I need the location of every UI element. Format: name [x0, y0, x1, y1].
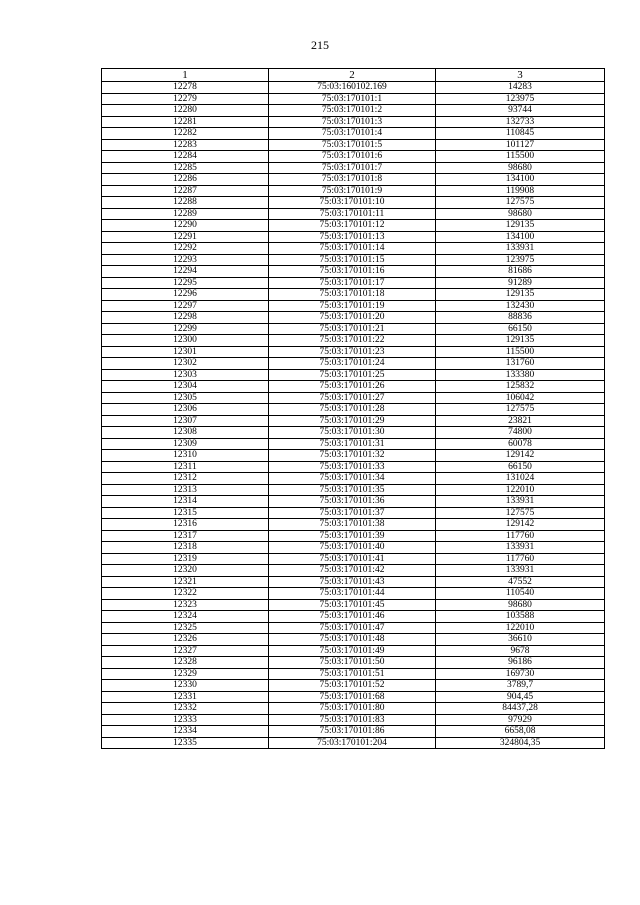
- table-row: [102, 151, 605, 163]
- value-cell: 81686: [436, 266, 605, 278]
- page-number: 215: [311, 38, 329, 52]
- table-row: [102, 128, 605, 140]
- table-row: [102, 105, 605, 117]
- row-number-cell: 12313: [102, 484, 269, 496]
- table-row: [102, 116, 605, 128]
- cadastral-number-cell: 75:03:170101:80: [269, 703, 436, 715]
- row-number-cell: 12295: [102, 277, 269, 289]
- column-header-1: 1: [102, 69, 269, 82]
- table-row: [102, 599, 605, 611]
- row-number-cell: 12290: [102, 220, 269, 232]
- value-cell: 127575: [436, 404, 605, 416]
- value-cell: 117760: [436, 530, 605, 542]
- table-row: [102, 369, 605, 381]
- cadastral-number-cell: 75:03:170101:11: [269, 208, 436, 220]
- table-row: [102, 415, 605, 427]
- value-cell: 129135: [436, 289, 605, 301]
- row-number-cell: 12293: [102, 254, 269, 266]
- value-cell: 36610: [436, 634, 605, 646]
- table-row: [102, 392, 605, 404]
- value-cell: 115500: [436, 346, 605, 358]
- row-number-cell: 12282: [102, 128, 269, 140]
- table-row: [102, 300, 605, 312]
- row-number-cell: 12298: [102, 312, 269, 324]
- cadastral-number-cell: 75:03:170101:22: [269, 335, 436, 347]
- cadastral-number-cell: 75:03:170101:36: [269, 496, 436, 508]
- table-row: [102, 450, 605, 462]
- value-cell: 129142: [436, 519, 605, 531]
- table-row: [102, 358, 605, 370]
- value-cell: 110540: [436, 588, 605, 600]
- table-row: [102, 427, 605, 439]
- table-row: [102, 484, 605, 496]
- cadastral-number-cell: 75:03:170101:32: [269, 450, 436, 462]
- cadastral-number-cell: 75:03:170101:46: [269, 611, 436, 623]
- value-cell: 98680: [436, 599, 605, 611]
- value-cell: 98680: [436, 162, 605, 174]
- value-cell: 324804,35: [436, 737, 605, 749]
- value-cell: 117760: [436, 553, 605, 565]
- data-table: [101, 68, 605, 749]
- row-number-cell: 12278: [102, 82, 269, 94]
- value-cell: 91289: [436, 277, 605, 289]
- row-number-cell: 12325: [102, 622, 269, 634]
- cadastral-number-cell: 75:03:170101:50: [269, 657, 436, 669]
- value-cell: 133380: [436, 369, 605, 381]
- row-number-cell: 12304: [102, 381, 269, 393]
- row-number-cell: 12297: [102, 300, 269, 312]
- cadastral-number-cell: 75:03:170101:9: [269, 185, 436, 197]
- table-row: [102, 576, 605, 588]
- row-number-cell: 12331: [102, 691, 269, 703]
- cadastral-number-cell: 75:03:170101:2: [269, 105, 436, 117]
- value-cell: 125832: [436, 381, 605, 393]
- row-number-cell: 12329: [102, 668, 269, 680]
- table-row: [102, 714, 605, 726]
- cadastral-number-cell: 75:03:170101:35: [269, 484, 436, 496]
- row-number-cell: 12317: [102, 530, 269, 542]
- row-number-cell: 12301: [102, 346, 269, 358]
- value-cell: 106042: [436, 392, 605, 404]
- cadastral-number-cell: 75:03:170101:14: [269, 243, 436, 255]
- row-number-cell: 12312: [102, 473, 269, 485]
- value-cell: 131760: [436, 358, 605, 370]
- table-row: [102, 553, 605, 565]
- value-cell: 119908: [436, 185, 605, 197]
- cadastral-number-cell: 75:03:170101:13: [269, 231, 436, 243]
- table-row: [102, 461, 605, 473]
- value-cell: 127575: [436, 197, 605, 209]
- value-cell: 133931: [436, 542, 605, 554]
- row-number-cell: 12334: [102, 726, 269, 738]
- table-row: [102, 289, 605, 301]
- table-row: [102, 737, 605, 749]
- table-row: [102, 680, 605, 692]
- table-row: [102, 323, 605, 335]
- cadastral-number-cell: 75:03:170101:25: [269, 369, 436, 381]
- table-body: [102, 82, 605, 749]
- value-cell: 133931: [436, 565, 605, 577]
- table-row: [102, 703, 605, 715]
- table-row: [102, 691, 605, 703]
- row-number-cell: 12308: [102, 427, 269, 439]
- cadastral-number-cell: 75:03:170101:3: [269, 116, 436, 128]
- value-cell: 115500: [436, 151, 605, 163]
- table-row: [102, 162, 605, 174]
- cadastral-number-cell: 75:03:170101:15: [269, 254, 436, 266]
- row-number-cell: 12311: [102, 461, 269, 473]
- table-row: [102, 507, 605, 519]
- table-row: [102, 335, 605, 347]
- cadastral-number-cell: 75:03:170101:16: [269, 266, 436, 278]
- row-number-cell: 12310: [102, 450, 269, 462]
- cadastral-number-cell: 75:03:170101:7: [269, 162, 436, 174]
- cadastral-number-cell: 75:03:170101:26: [269, 381, 436, 393]
- cadastral-number-cell: 75:03:170101:37: [269, 507, 436, 519]
- cadastral-number-cell: 75:03:170101:33: [269, 461, 436, 473]
- header-row: [102, 69, 605, 82]
- cadastral-number-cell: 75:03:170101:5: [269, 139, 436, 151]
- value-cell: 129135: [436, 335, 605, 347]
- column-header-3: 3: [436, 69, 605, 82]
- table-row: [102, 473, 605, 485]
- cadastral-number-cell: 75:03:170101:83: [269, 714, 436, 726]
- value-cell: 132733: [436, 116, 605, 128]
- table-header: [102, 69, 605, 82]
- cadastral-number-cell: 75:03:170101:34: [269, 473, 436, 485]
- value-cell: 122010: [436, 622, 605, 634]
- value-cell: 88836: [436, 312, 605, 324]
- table-row: [102, 634, 605, 646]
- value-cell: 9678: [436, 645, 605, 657]
- value-cell: 23821: [436, 415, 605, 427]
- value-cell: 133931: [436, 496, 605, 508]
- cadastral-number-cell: 75:03:170101:8: [269, 174, 436, 186]
- value-cell: 96186: [436, 657, 605, 669]
- row-number-cell: 12286: [102, 174, 269, 186]
- value-cell: 169730: [436, 668, 605, 680]
- row-number-cell: 12332: [102, 703, 269, 715]
- row-number-cell: 12306: [102, 404, 269, 416]
- cadastral-number-cell: 75:03:170101:29: [269, 415, 436, 427]
- row-number-cell: 12309: [102, 438, 269, 450]
- table-row: [102, 266, 605, 278]
- table-row: [102, 174, 605, 186]
- cadastral-number-cell: 75:03:170101:38: [269, 519, 436, 531]
- row-number-cell: 12288: [102, 197, 269, 209]
- cadastral-number-cell: 75:03:160102.169: [269, 82, 436, 94]
- row-number-cell: 12318: [102, 542, 269, 554]
- value-cell: 129142: [436, 450, 605, 462]
- cadastral-number-cell: 75:03:170101:52: [269, 680, 436, 692]
- row-number-cell: 12314: [102, 496, 269, 508]
- table-row: [102, 404, 605, 416]
- table-row: [102, 438, 605, 450]
- table-row: [102, 611, 605, 623]
- value-cell: 133931: [436, 243, 605, 255]
- value-cell: 6658,08: [436, 726, 605, 738]
- table-row: [102, 381, 605, 393]
- value-cell: 123975: [436, 93, 605, 105]
- row-number-cell: 12322: [102, 588, 269, 600]
- row-number-cell: 12330: [102, 680, 269, 692]
- table-row: [102, 185, 605, 197]
- cadastral-number-cell: 75:03:170101:12: [269, 220, 436, 232]
- value-cell: 134100: [436, 174, 605, 186]
- cadastral-number-cell: 75:03:170101:41: [269, 553, 436, 565]
- cadastral-number-cell: 75:03:170101:24: [269, 358, 436, 370]
- value-cell: 47552: [436, 576, 605, 588]
- value-cell: 122010: [436, 484, 605, 496]
- value-cell: 84437,28: [436, 703, 605, 715]
- row-number-cell: 12321: [102, 576, 269, 588]
- table-row: [102, 519, 605, 531]
- row-number-cell: 12300: [102, 335, 269, 347]
- table-row: [102, 496, 605, 508]
- value-cell: 123975: [436, 254, 605, 266]
- row-number-cell: 12323: [102, 599, 269, 611]
- row-number-cell: 12279: [102, 93, 269, 105]
- table-row: [102, 530, 605, 542]
- value-cell: 103588: [436, 611, 605, 623]
- table-row: [102, 93, 605, 105]
- value-cell: 134100: [436, 231, 605, 243]
- row-number-cell: 12287: [102, 185, 269, 197]
- cadastral-number-cell: 75:03:170101:44: [269, 588, 436, 600]
- cadastral-number-cell: 75:03:170101:40: [269, 542, 436, 554]
- row-number-cell: 12294: [102, 266, 269, 278]
- cadastral-number-cell: 75:03:170101:28: [269, 404, 436, 416]
- cadastral-number-cell: 75:03:170101:204: [269, 737, 436, 749]
- row-number-cell: 12281: [102, 116, 269, 128]
- cadastral-number-cell: 75:03:170101:1: [269, 93, 436, 105]
- table-row: [102, 208, 605, 220]
- table-row: [102, 588, 605, 600]
- cadastral-number-cell: 75:03:170101:68: [269, 691, 436, 703]
- row-number-cell: 12320: [102, 565, 269, 577]
- row-number-cell: 12284: [102, 151, 269, 163]
- value-cell: 110845: [436, 128, 605, 140]
- cadastral-number-cell: 75:03:170101:49: [269, 645, 436, 657]
- cadastral-number-cell: 75:03:170101:30: [269, 427, 436, 439]
- value-cell: 66150: [436, 461, 605, 473]
- row-number-cell: 12324: [102, 611, 269, 623]
- row-number-cell: 12283: [102, 139, 269, 151]
- cadastral-number-cell: 75:03:170101:27: [269, 392, 436, 404]
- value-cell: 3789,7: [436, 680, 605, 692]
- cadastral-number-cell: 75:03:170101:21: [269, 323, 436, 335]
- table-row: [102, 82, 605, 94]
- value-cell: 131024: [436, 473, 605, 485]
- cadastral-number-cell: 75:03:170101:23: [269, 346, 436, 358]
- row-number-cell: 12307: [102, 415, 269, 427]
- cadastral-number-cell: 75:03:170101:10: [269, 197, 436, 209]
- table-row: [102, 346, 605, 358]
- value-cell: 98680: [436, 208, 605, 220]
- row-number-cell: 12335: [102, 737, 269, 749]
- table-row: [102, 254, 605, 266]
- row-number-cell: 12299: [102, 323, 269, 335]
- table-row: [102, 657, 605, 669]
- cadastral-number-cell: 75:03:170101:47: [269, 622, 436, 634]
- row-number-cell: 12296: [102, 289, 269, 301]
- cadastral-number-cell: 75:03:170101:48: [269, 634, 436, 646]
- value-cell: 97929: [436, 714, 605, 726]
- value-cell: 904,45: [436, 691, 605, 703]
- row-number-cell: 12280: [102, 105, 269, 117]
- table-row: [102, 645, 605, 657]
- row-number-cell: 12326: [102, 634, 269, 646]
- row-number-cell: 12302: [102, 358, 269, 370]
- value-cell: 101127: [436, 139, 605, 151]
- row-number-cell: 12315: [102, 507, 269, 519]
- row-number-cell: 12305: [102, 392, 269, 404]
- cadastral-number-cell: 75:03:170101:20: [269, 312, 436, 324]
- cadastral-number-cell: 75:03:170101:51: [269, 668, 436, 680]
- table-row: [102, 139, 605, 151]
- table-row: [102, 312, 605, 324]
- cadastral-number-cell: 75:03:170101:43: [269, 576, 436, 588]
- row-number-cell: 12291: [102, 231, 269, 243]
- value-cell: 127575: [436, 507, 605, 519]
- table-row: [102, 726, 605, 738]
- table-row: [102, 622, 605, 634]
- cadastral-number-cell: 75:03:170101:86: [269, 726, 436, 738]
- table-row: [102, 565, 605, 577]
- cadastral-number-cell: 75:03:170101:45: [269, 599, 436, 611]
- value-cell: 66150: [436, 323, 605, 335]
- table-row: [102, 277, 605, 289]
- row-number-cell: 12303: [102, 369, 269, 381]
- table-row: [102, 197, 605, 209]
- row-number-cell: 12328: [102, 657, 269, 669]
- cadastral-number-cell: 75:03:170101:4: [269, 128, 436, 140]
- row-number-cell: 12333: [102, 714, 269, 726]
- cadastral-number-cell: 75:03:170101:42: [269, 565, 436, 577]
- table-row: [102, 668, 605, 680]
- column-header-2: 2: [269, 69, 436, 82]
- table-row: [102, 243, 605, 255]
- row-number-cell: 12327: [102, 645, 269, 657]
- value-cell: 93744: [436, 105, 605, 117]
- value-cell: 60078: [436, 438, 605, 450]
- table-row: [102, 231, 605, 243]
- value-cell: 74800: [436, 427, 605, 439]
- value-cell: 129135: [436, 220, 605, 232]
- cadastral-number-cell: 75:03:170101:17: [269, 277, 436, 289]
- row-number-cell: 12316: [102, 519, 269, 531]
- table-row: [102, 542, 605, 554]
- table-row: [102, 220, 605, 232]
- row-number-cell: 12319: [102, 553, 269, 565]
- cadastral-number-cell: 75:03:170101:18: [269, 289, 436, 301]
- value-cell: 132430: [436, 300, 605, 312]
- row-number-cell: 12292: [102, 243, 269, 255]
- value-cell: 14283: [436, 82, 605, 94]
- cadastral-number-cell: 75:03:170101:39: [269, 530, 436, 542]
- cadastral-number-cell: 75:03:170101:6: [269, 151, 436, 163]
- cadastral-number-cell: 75:03:170101:19: [269, 300, 436, 312]
- row-number-cell: 12285: [102, 162, 269, 174]
- row-number-cell: 12289: [102, 208, 269, 220]
- cadastral-number-cell: 75:03:170101:31: [269, 438, 436, 450]
